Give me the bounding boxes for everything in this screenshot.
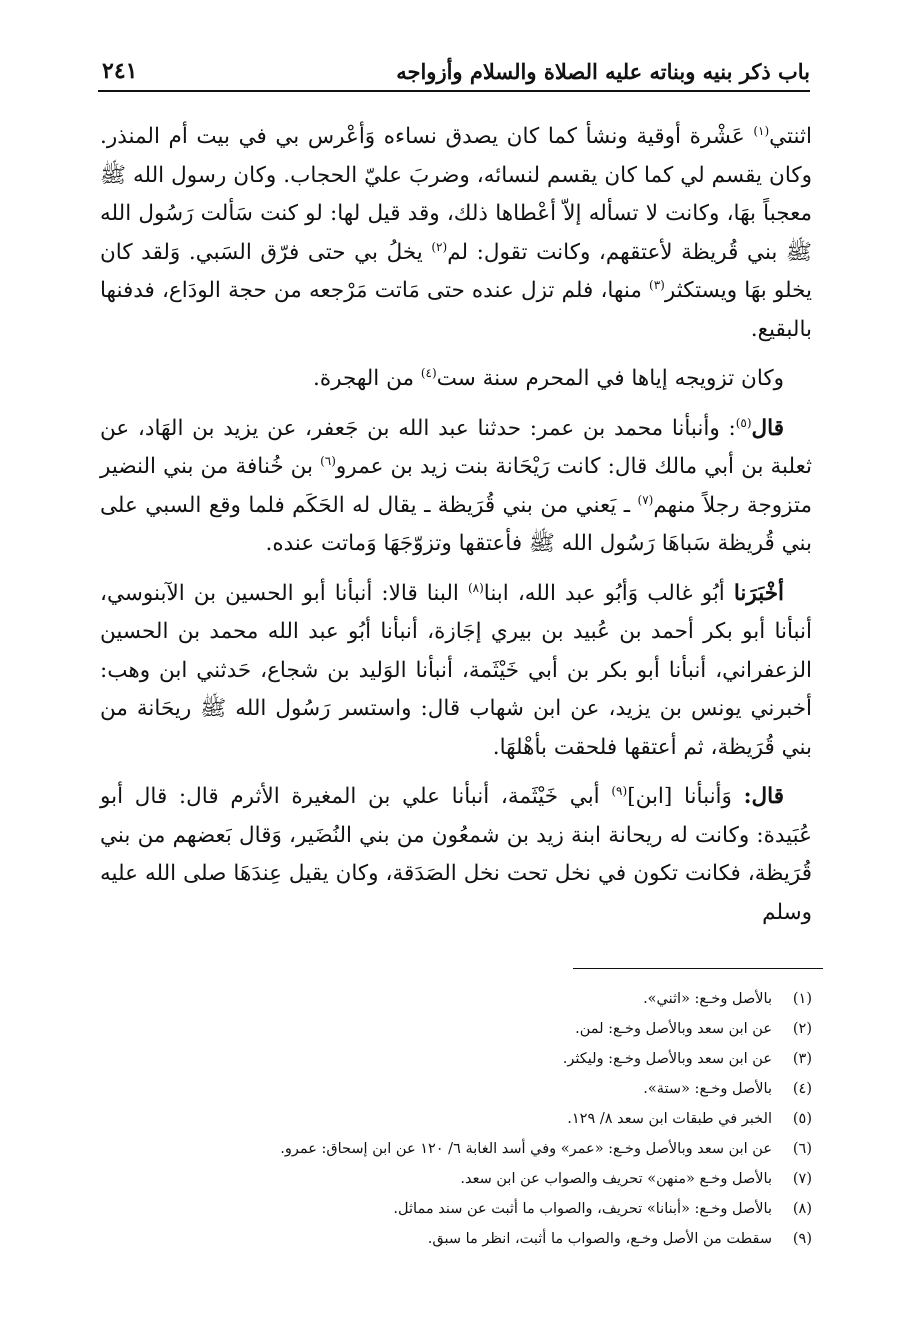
footnote	[100, 1044, 812, 1074]
paragraph-text: عَشْرة أوقية ونشأ كما كان يصدق نساءه وَأعْرس بي في بيت أم المنذر. وكان يقسم لي كما كان يقسم لنسائه، وضربَ عليّ الحجاب. وكان رسول الله ﷺ معجباً بهَا، وكانت لا تسأله إلاّ أعْطاها ذلك، وقد قيل لها: لو كنت سَألت رَسُول الله ﷺ بني قُريظة لأعتقهم، وكانت تقول: لم	[100, 124, 812, 265]
paragraph-2	[100, 360, 812, 399]
footnote-text: عن ابن سعد وبالأصل وخـع: وليكثر.	[562, 1051, 772, 1067]
footnote-text: عن ابن سعد وبالأصل وخـع: «عمر» وفي أسد الغابة ٦/ ١٢٠ عن ابن إسحاق: عمرو.	[280, 1141, 772, 1157]
footnote-number: (٩)	[792, 1231, 812, 1247]
footnote-ref: (١)	[753, 123, 770, 138]
page-number: ٢٤١	[102, 58, 138, 84]
footnote-text: عن ابن سعد وبالأصل وخـع: لمن.	[575, 1021, 772, 1037]
paragraph-4	[100, 575, 812, 768]
footnote-divider	[573, 968, 823, 969]
footnote-text: بالأصل وخـع «منهن» تحريف والصواب عن ابن سعد.	[460, 1171, 772, 1187]
footnote-text: سقطت من الأصل وخـع، والصواب ما أثبت، انظر ما سبق.	[427, 1231, 772, 1247]
footnote	[100, 1104, 812, 1134]
paragraph-text: البنا قالا: أنبأنا أبو الحسين بن الآبنوسي، أنبأنا أبو بكر أحمد بن عُبيد بن بيري إجَازة، أنبأنا أبُو عبد الله محمد بن الحسين الزعفراني، أنبأنا أبو بكر بن أبي خَيْثَمة، أنبأنا الوَليد بن شجاع، حَدثني ابن وهب: أخبرني يونس بن يزيد، عن ابن شهاب قال: واستسر رَسُول الله ﷺ ريحَانة من بني قُرَيظة، ثم أعتقها فلحقت بأهْلهَا.	[100, 580, 812, 760]
footnote	[100, 1074, 812, 1104]
paragraph-3	[100, 410, 812, 564]
footnote-text: بالأصل وخـع: «اثني».	[643, 991, 772, 1007]
paragraph-lead: قال	[751, 415, 784, 441]
paragraph-text: وَأنبأنا [ابن]	[627, 784, 744, 809]
footnote-ref: (٤)	[420, 365, 437, 380]
paragraph-text: اثنتي	[769, 124, 812, 149]
footnote-number: (٨)	[792, 1201, 812, 1217]
footnote	[100, 1014, 812, 1044]
footnote	[100, 1164, 812, 1194]
paragraph-text: أبُو غالب وَأبُو عبد الله، ابنا	[483, 580, 734, 606]
footnote-ref: (٨)	[467, 580, 484, 595]
paragraph-lead: أخْبَرَنا	[733, 580, 784, 606]
footnote	[100, 1224, 812, 1254]
paragraph-text: بن خُنافة من بني النضير متزوجة رجلاً منهم	[100, 454, 812, 518]
page-header	[98, 52, 810, 92]
footnote-ref: (٧)	[637, 492, 654, 507]
footnotes	[100, 984, 812, 1254]
paragraph-1	[100, 118, 812, 349]
paragraph-text: أبي خَيْثَمة، أنبأنا علي بن المغيرة الأثرم قال: قال أبو عُبَيدة: وكانت له ريحانة ابنة زيد بن شمعُون من بني النُضَير، وَقال بَعضهم من بني قُرَيظة، فكانت تكون في نخل تحت نخل الصَدَقة، وكان يقيل عِندَهَا صلى الله عليه وسلم	[100, 784, 812, 925]
footnote	[100, 1194, 812, 1224]
footnote-text: بالأصل وخـع: «أبنانا» تحريف، والصواب ما أثبت عن سند مماثل.	[393, 1201, 772, 1217]
footnote-number: (٧)	[792, 1171, 812, 1187]
paragraph-text: : وأنبأنا محمد بن عمر: حدثنا عبد الله بن جَعفر، عن يزيد بن الهَاد، عن ثعلبة بن أبي مالك قال: كانت رَيْحَانة بنت زيد بن عمرو	[100, 415, 812, 479]
paragraph-5	[100, 778, 812, 932]
footnote-ref: (٩)	[611, 783, 628, 798]
footnote-text: الخبر في طبقات ابن سعد ٨/ ١٢٩.	[567, 1111, 772, 1127]
footnote-number: (٣)	[792, 1051, 812, 1067]
main-text	[100, 118, 812, 943]
paragraph-text: وكان تزويجه إياها في المحرم سنة ست	[436, 366, 784, 391]
footnote-ref: (٥)	[735, 415, 752, 430]
paragraph-text: من الهجرة.	[313, 366, 421, 391]
paragraph-text: ـ يَعني من بني قُرَيظة ـ يقال له الحَكَم فلما وقع السبي على بني قُريظة سَباهَا رَسُول الله ﷺ فأعتقها وتزوّجَهَا وَماتت عنده.	[100, 492, 812, 556]
footnote-number: (٢)	[792, 1021, 812, 1037]
footnote	[100, 1134, 812, 1164]
footnote-ref: (٦)	[320, 453, 336, 468]
footnote-number: (٦)	[792, 1141, 812, 1157]
running-title: باب ذكر بنيه وبناته عليه الصلاة والسلام وأزواجه	[396, 59, 810, 84]
footnote-number: (١)	[792, 991, 812, 1007]
footnote-text: بالأصل وخـع: «ستة».	[643, 1081, 772, 1097]
footnote-number: (٥)	[792, 1111, 812, 1127]
paragraph-text: يخلُ بي حتى فرّق السَبي. وَلقد كان يخلو بهَا ويستكثر	[100, 239, 812, 303]
paragraph-text: منها، فلم تزل عنده حتى مَاتت مَرْجعه من حجة الودَاع، فدفنها بالبقيع.	[100, 278, 812, 342]
footnote-ref: (٢)	[431, 239, 448, 254]
footnote-number: (٤)	[792, 1081, 812, 1097]
paragraph-lead: قال:	[743, 784, 784, 809]
footnote	[100, 984, 812, 1014]
footnote-ref: (٣)	[649, 277, 665, 292]
